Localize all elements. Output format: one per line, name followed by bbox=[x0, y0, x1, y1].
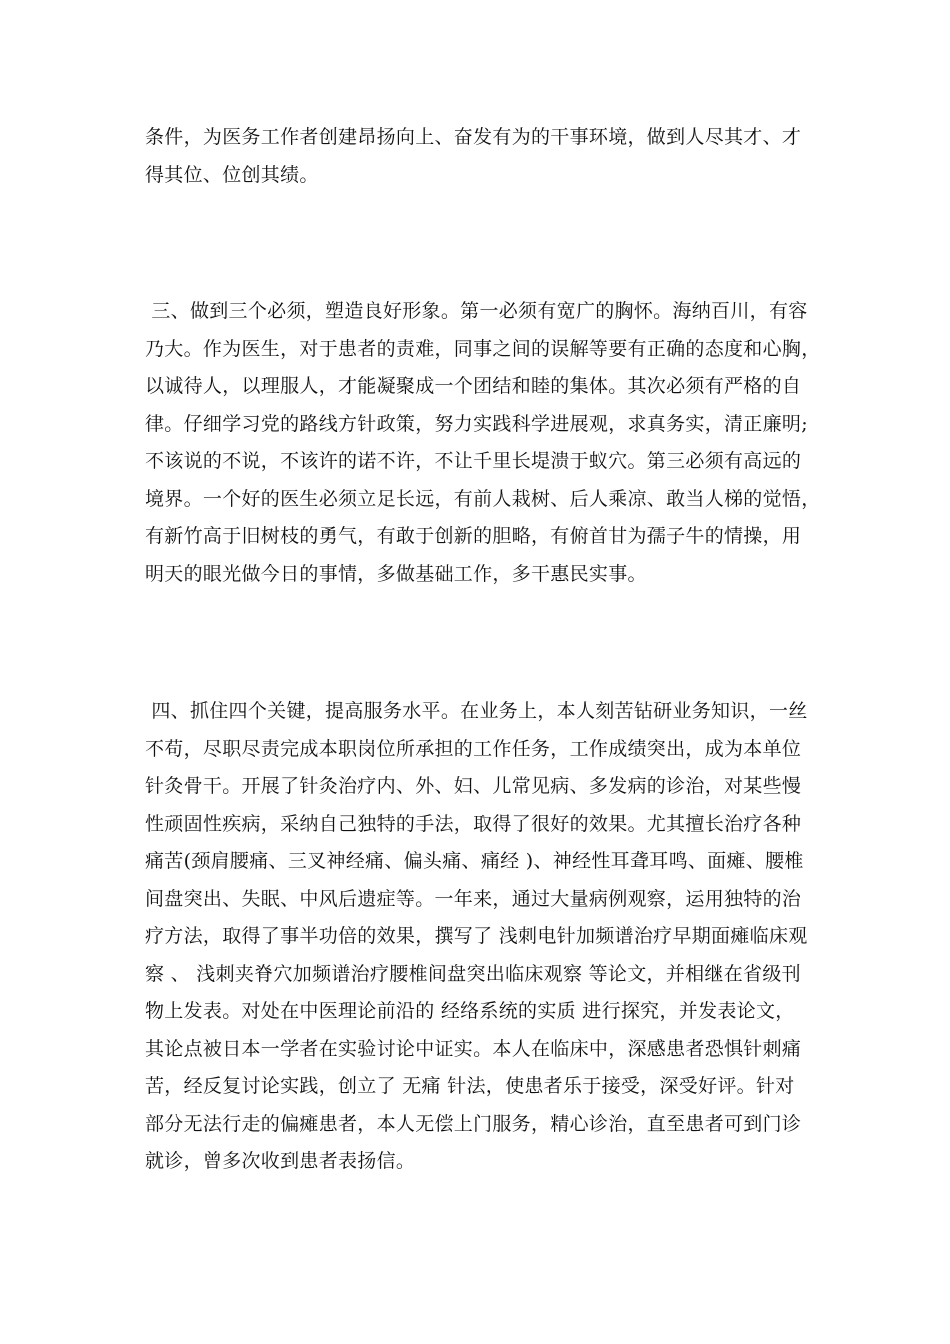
text-line: 境界。一个好的医生必须立足长远，有前人栽树、后人乘凉、敢当人梯的觉悟， bbox=[145, 487, 821, 510]
text-line: 律。仔细学习党的路线方针政策，努力实践科学进展观，求真务实，清正廉明; bbox=[145, 412, 808, 435]
text-line: 得其位、位创其绩。 bbox=[145, 163, 319, 186]
text-line: 痛苦(颈肩腰痛、三叉神经痛、偏头痛、痛经 )、神经性耳聋耳鸣、面瘫、腰椎 bbox=[145, 850, 804, 872]
paragraph-working-conditions bbox=[145, 119, 815, 194]
text-line: 以诚待人，以理服人，才能凝聚成一个团结和睦的集体。其次必须有严格的自 bbox=[145, 375, 802, 397]
text-line: 四、抓住四个关键，提高服务水平。在业务上，本人刻苦钻研业务知识，一丝 bbox=[145, 700, 808, 722]
text-line: 条件，为医务工作者创建昂扬向上、奋发有为的干事环境，做到人尽其才、才 bbox=[145, 126, 802, 148]
text-line: 有新竹高于旧树枝的勇气，有敢于创新的胆略，有俯首甘为孺子牛的情操，用 bbox=[145, 525, 802, 547]
paragraph-three-musts bbox=[145, 293, 821, 593]
text-line: 乃大。作为医生，对于患者的责难，同事之间的误解等要有正确的态度和心胸， bbox=[145, 337, 821, 360]
text-line: 物上发表。对处在中医理论前沿的 经络系统的实质 进行探究，并发表论文， bbox=[145, 1000, 795, 1022]
text-line: 苦，经反复讨论实践，创立了 无痛 针法，使患者乐于接受，深受好评。针对 bbox=[145, 1075, 795, 1097]
text-line: 部分无法行走的偏瘫患者，本人无偿上门服务，精心诊治，直至患者可到门诊 bbox=[145, 1112, 802, 1135]
text-line: 察 、 浅刺夹脊穴加频谱治疗腰椎间盘突出临床观察 等论文，并相继在省级刊 bbox=[145, 962, 801, 985]
text-line: 疗方法，取得了事半功倍的效果，撰写了 浅刺电针加频谱治疗早期面瘫临床观 bbox=[145, 925, 808, 947]
text-line: 间盘突出、失眠、中风后遗症等。一年来，通过大量病例观察，运用独特的治 bbox=[145, 887, 802, 910]
text-line: 就诊，曾多次收到患者表扬信。 bbox=[145, 1150, 416, 1172]
paragraph-four-keys bbox=[145, 693, 815, 1181]
text-line: 不苟，尽职尽责完成本职岗位所承担的工作任务，工作成绩突出，成为本单位 bbox=[145, 737, 802, 760]
text-line: 三、做到三个必须，塑造良好形象。第一必须有宽广的胸怀。海纳百川，有容 bbox=[145, 300, 808, 322]
text-line: 其论点被日本一学者在实验讨论中证实。本人在临床中，深感患者恐惧针刺痛 bbox=[145, 1037, 802, 1060]
text-line: 不该说的不说，不该许的诺不许，不让千里长堤溃于蚁穴。第三必须有高远的 bbox=[145, 450, 802, 472]
text-line: 明天的眼光做今日的事情，多做基础工作，多干惠民实事。 bbox=[145, 562, 647, 585]
text-line: 针灸骨干。开展了针灸治疗内、外、妇、儿常见病、多发病的诊治，对某些慢 bbox=[145, 775, 802, 797]
text-line: 性顽固性疾病，采纳自己独特的手法，取得了很好的效果。尤其擅长治疗各种 bbox=[145, 812, 802, 835]
